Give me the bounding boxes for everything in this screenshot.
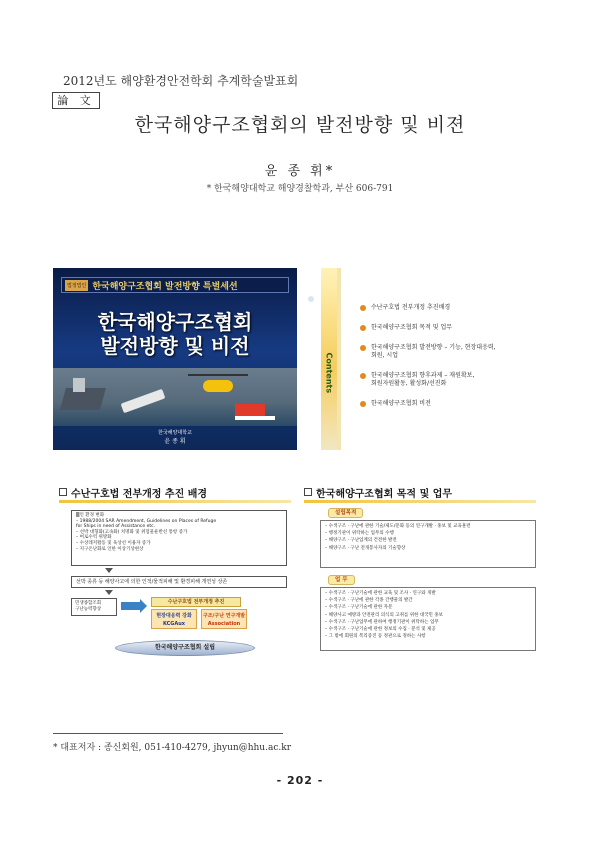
list-item: – 해양사고 예방과 안전관리 의식의 고취를 위한 대국민 홍보 [325,612,444,618]
list-item: – 해양구조 · 구난 전개봉사자의 기술향상 [325,545,406,551]
list-item: 한국해양구조협회 향후과제 – 재원확보, 회원자원활동, 활성화/선진화 [360,372,496,388]
bullet-icon [360,345,366,351]
helicopter-photo [203,380,233,392]
banner-tag: 법정법인 [65,280,88,291]
page-number: - 202 - [276,774,324,787]
slide-cover [53,268,297,450]
cover-title-line2: 발전방향 및 비전 [100,334,250,358]
author: 윤 종 휘* [264,164,336,179]
list-item: – 그 밖에 회원의 복리증진 등 정관으로 정하는 사항 [325,634,426,640]
cover-title-line1: 한국해양구조협회 [97,310,253,334]
capability-box: 민생종합조회 구난능력향상 [71,598,117,616]
contents-list [360,304,496,420]
paper-type-box: 論 文 [52,92,100,109]
purpose-list [320,520,536,568]
decorative-circle-icon [308,296,314,302]
list-item: 수난구호법 전부개정 추진배경 [360,304,496,312]
affiliation: * 한국해양대학교 해양경찰학과, 부산 606-791 [206,184,394,194]
bullet-icon [360,305,366,311]
risk-box: 선박 종류 등 해양사고에 의한 인적/물적피해 및 환경피해 개연성 상존 [71,576,287,588]
slide-title: 한국해양구조협회 목적 및 업무 [304,485,452,499]
tasks-list [320,587,536,651]
rescue-boat-hull [235,416,275,420]
kcgaux-box: 현장대응력 강화 KCGAux [151,609,197,629]
square-bullet-icon [59,488,67,496]
list-item: 한국해양구조협회 비전 [360,400,496,408]
bullet-icon [360,325,366,331]
list-item: – 수색구조 · 구난에 관한 각종 간행물의 발간 [325,598,413,604]
purpose-label: 설립목적 [328,508,363,518]
title-underline [304,500,536,503]
tasks-label: 업 무 [328,575,355,585]
ship-superstructure [73,378,85,392]
list-item: – 행정기관이 위탁하는 업무의 수행 [325,531,394,537]
list-item: 한국해양구조협회 발전방향 – 기능, 현장대응력, 회원, 시업 [360,344,496,360]
bullet-icon [360,401,366,407]
square-bullet-icon [304,488,312,496]
slide-background [53,480,297,662]
banner-text: 한국해양구조협회 발전방향 특별세션 [92,281,238,292]
title-underline [59,500,291,503]
list-item: – 수색구조 · 구난기술에 관한 교육 및 조사 · 연구와 개발 [325,591,436,596]
helicopter-rotor [188,374,248,376]
list-item: – 수색구조 · 구난에 관한 기술/제도/문화 등의 연구개발 · 홍보 및 교육훈련 [325,524,471,529]
right-arrow-icon [121,602,141,610]
environment-change-box: ▒인 환경 변화 – 1988/2004 SAR Amendment, Guidelines on Places of Refuge for Ships in need of Assistance etc. – 선박 대형화(고속화) 치명화 및 위험물운반선 통항 증가 – 여로수역 위방화 – 수상레저활동 및 육상선 이용자 증가 – 지구온난화로 인한 이상기상현상 [71,510,287,566]
footnote-divider [53,733,283,734]
association-box: 구조/구난 연구개발 Association [201,609,247,629]
slide-title: 수난구호법 전부개정 추진 배경 [59,485,207,499]
list-item: 한국해양구조협회 목적 및 업무 [360,324,496,332]
slide-contents [298,268,542,450]
rescue-photos [53,368,297,426]
paper-title: 한국해양구조협회의 발전방향 및 비젼 [134,114,466,136]
footnote: * 대표저자 : 종신회원, 051-410-4279, jhyun@hhu.ac.kr [53,743,291,753]
list-item: – 수색구조 · 구난업무에 관하여 행정기관이 위탁하는 업무 [325,619,439,625]
list-item: – 수색구조 · 구난기술에 관한 자문 [325,605,393,611]
establishment-ellipse: 한국해양구조협회 설립 [115,640,255,656]
cover-presenter: 윤 종 휘 [164,438,186,445]
rescue-boat-photo [235,404,265,416]
law-revision-header: 수난구호법 전부개정 추진 [151,597,241,607]
contents-side-bar-edge [337,268,341,450]
down-arrow-icon [105,568,113,573]
contents-label: Contents [324,352,334,394]
list-item: – 해양구조 · 구난업계의 건전한 발전 [325,538,397,544]
list-item: – 수색구조 · 구난기술에 관한 정보의 수집 · 분석 및 제공 [325,627,436,633]
cover-affiliation: 한국해양대학교 [158,430,192,436]
capsized-ship-photo [121,389,166,413]
down-arrow-icon [105,590,113,595]
slide-purpose [298,480,542,662]
slide-cover-banner [61,277,289,293]
conference-name: 2012년도 해양환경안전학회 추계학술발표회 [63,74,299,88]
bullet-icon [360,373,366,379]
